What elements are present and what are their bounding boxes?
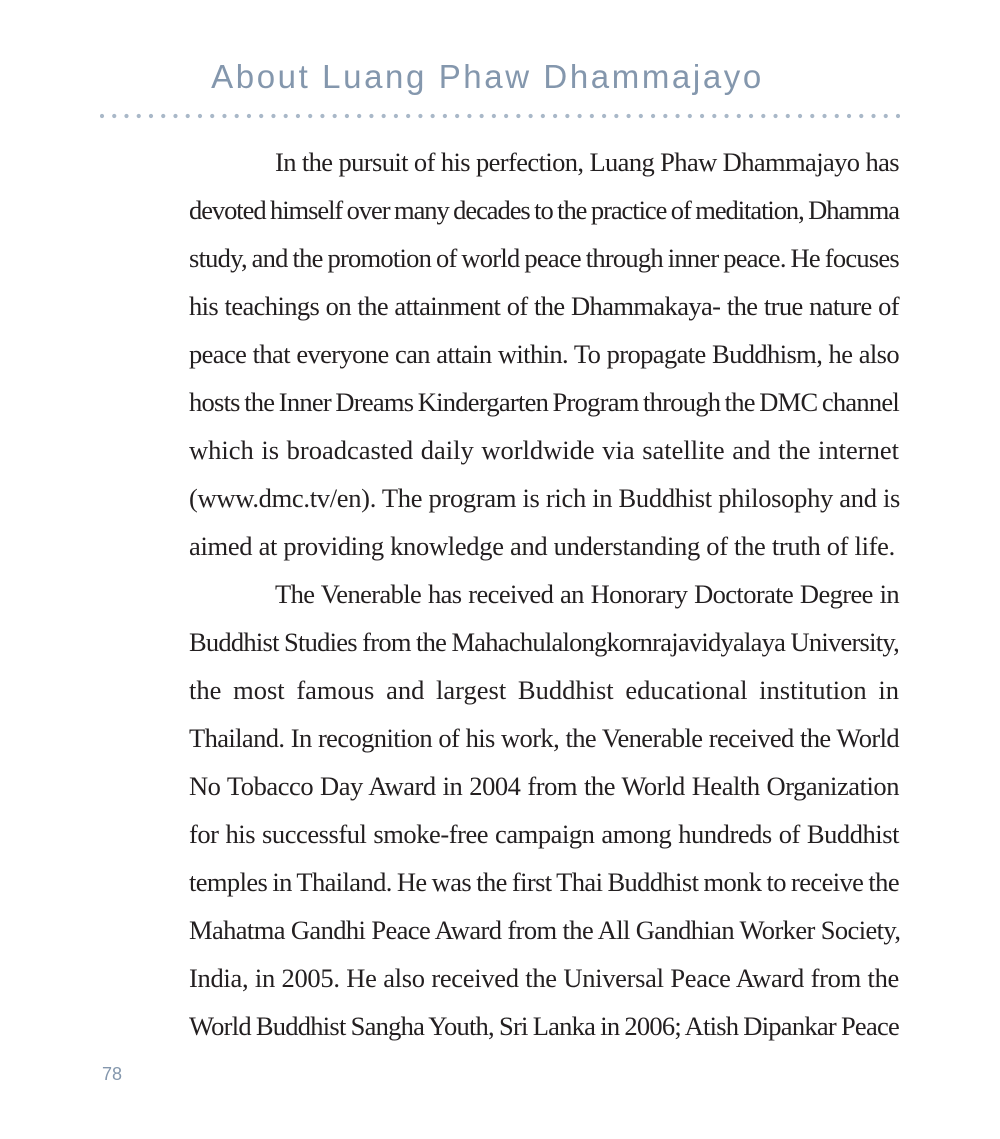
divider-dot (651, 114, 655, 118)
dotted-divider (100, 112, 900, 120)
divider-dot (210, 114, 214, 118)
divider-dot (259, 114, 263, 118)
divider-dot (749, 114, 753, 118)
text-line: aimed at providing knowledge and understanding of the truth of life. (189, 531, 895, 561)
divider-dot (859, 114, 863, 118)
divider-dot (100, 114, 104, 118)
divider-dot (712, 114, 716, 118)
divider-dot (333, 114, 337, 118)
divider-dot (149, 114, 153, 118)
text-line: Mahatma Gandhi Peace Award from the All Gandhian Worker Society, (189, 915, 901, 945)
paragraph-1 (103, 138, 899, 570)
divider-dot (822, 114, 826, 118)
divider-dot (431, 114, 435, 118)
text-line: peace that everyone can attain within. To propagate Buddhism, he also (189, 339, 899, 369)
divider-dot (186, 114, 190, 118)
divider-dot (700, 114, 704, 118)
divider-dot (675, 114, 679, 118)
text-line: The Venerable has received an Honorary Doctorate Degree in (275, 579, 899, 609)
divider-dot (320, 114, 324, 118)
divider-dot (529, 114, 533, 118)
divider-dot (345, 114, 349, 118)
page-number: 78 (102, 1064, 123, 1084)
divider-dot (724, 114, 728, 118)
divider-dot (137, 114, 141, 118)
text-line: temples in Thailand. He was the first Thai Buddhist monk to receive the (189, 867, 899, 897)
divider-dot (663, 114, 667, 118)
divider-dot (124, 114, 128, 118)
text-line: which is broadcasted daily worldwide via satellite and the internet (189, 435, 899, 465)
text-line: hosts the Inner Dreams Kindergarten Program through the DMC channel (189, 387, 899, 417)
divider-dot (173, 114, 177, 118)
text-line: No Tobacco Day Award in 2004 from the World Health Organization (189, 771, 899, 801)
divider-dot (626, 114, 630, 118)
page-title: About Luang Phaw Dhammajayo (211, 58, 764, 95)
divider-dot (798, 114, 802, 118)
text-line: devoted himself over many decades to the practice of meditation, Dhamma (189, 195, 899, 225)
divider-dot (357, 114, 361, 118)
divider-dot (847, 114, 851, 118)
divider-dot (541, 114, 545, 118)
divider-dot (480, 114, 484, 118)
divider-dot (112, 114, 116, 118)
divider-dot (773, 114, 777, 118)
divider-dot (455, 114, 459, 118)
body-text (103, 138, 899, 1050)
text-line: Buddhist Studies from the Mahachulalongkornrajavidyalaya University, (189, 627, 899, 657)
divider-dot (308, 114, 312, 118)
text-line: study, and the promotion of world peace through inner peace. He focuses (189, 243, 899, 273)
divider-dot (382, 114, 386, 118)
text-line: Thailand. In recognition of his work, the Venerable received the World (189, 723, 899, 753)
divider-dot (467, 114, 471, 118)
divider-dot (161, 114, 165, 118)
divider-dot (418, 114, 422, 118)
text-line: World Buddhist Sangha Youth, Sri Lanka in 2006; Atish Dipankar Peace (189, 1011, 899, 1041)
divider-dot (271, 114, 275, 118)
paragraph-2 (103, 570, 899, 1050)
text-line: for his successful smoke-free campaign among hundreds of Buddhist (189, 819, 899, 849)
text-line: his teachings on the attainment of the Dhammakaya- the true nature of (189, 291, 899, 321)
divider-dot (235, 114, 239, 118)
divider-dot (504, 114, 508, 118)
divider-dot (614, 114, 618, 118)
divider-dot (369, 114, 373, 118)
divider-dot (688, 114, 692, 118)
divider-dot (198, 114, 202, 118)
text-line: (www.dmc.tv/en). The program is rich in Buddhist philosophy and is (189, 483, 901, 513)
divider-dot (492, 114, 496, 118)
divider-dot (786, 114, 790, 118)
divider-dot (247, 114, 251, 118)
divider-dot (394, 114, 398, 118)
divider-dot (284, 114, 288, 118)
divider-dot (737, 114, 741, 118)
divider-dot (871, 114, 875, 118)
divider-dot (578, 114, 582, 118)
divider-dot (884, 114, 888, 118)
divider-dot (810, 114, 814, 118)
text-line: In the pursuit of his perfection, Luang Phaw Dhammajayo has (275, 147, 899, 177)
divider-dot (406, 114, 410, 118)
divider-dot (602, 114, 606, 118)
divider-dot (516, 114, 520, 118)
divider-dot (565, 114, 569, 118)
divider-dot (835, 114, 839, 118)
text-line: the most famous and largest Buddhist educational institution in (189, 675, 899, 705)
divider-dot (296, 114, 300, 118)
divider-dot (222, 114, 226, 118)
divider-dot (590, 114, 594, 118)
divider-dot (896, 114, 900, 118)
divider-dot (761, 114, 765, 118)
divider-dot (639, 114, 643, 118)
divider-dot (443, 114, 447, 118)
divider-dot (553, 114, 557, 118)
text-line: India, in 2005. He also received the Universal Peace Award from the (189, 963, 899, 993)
